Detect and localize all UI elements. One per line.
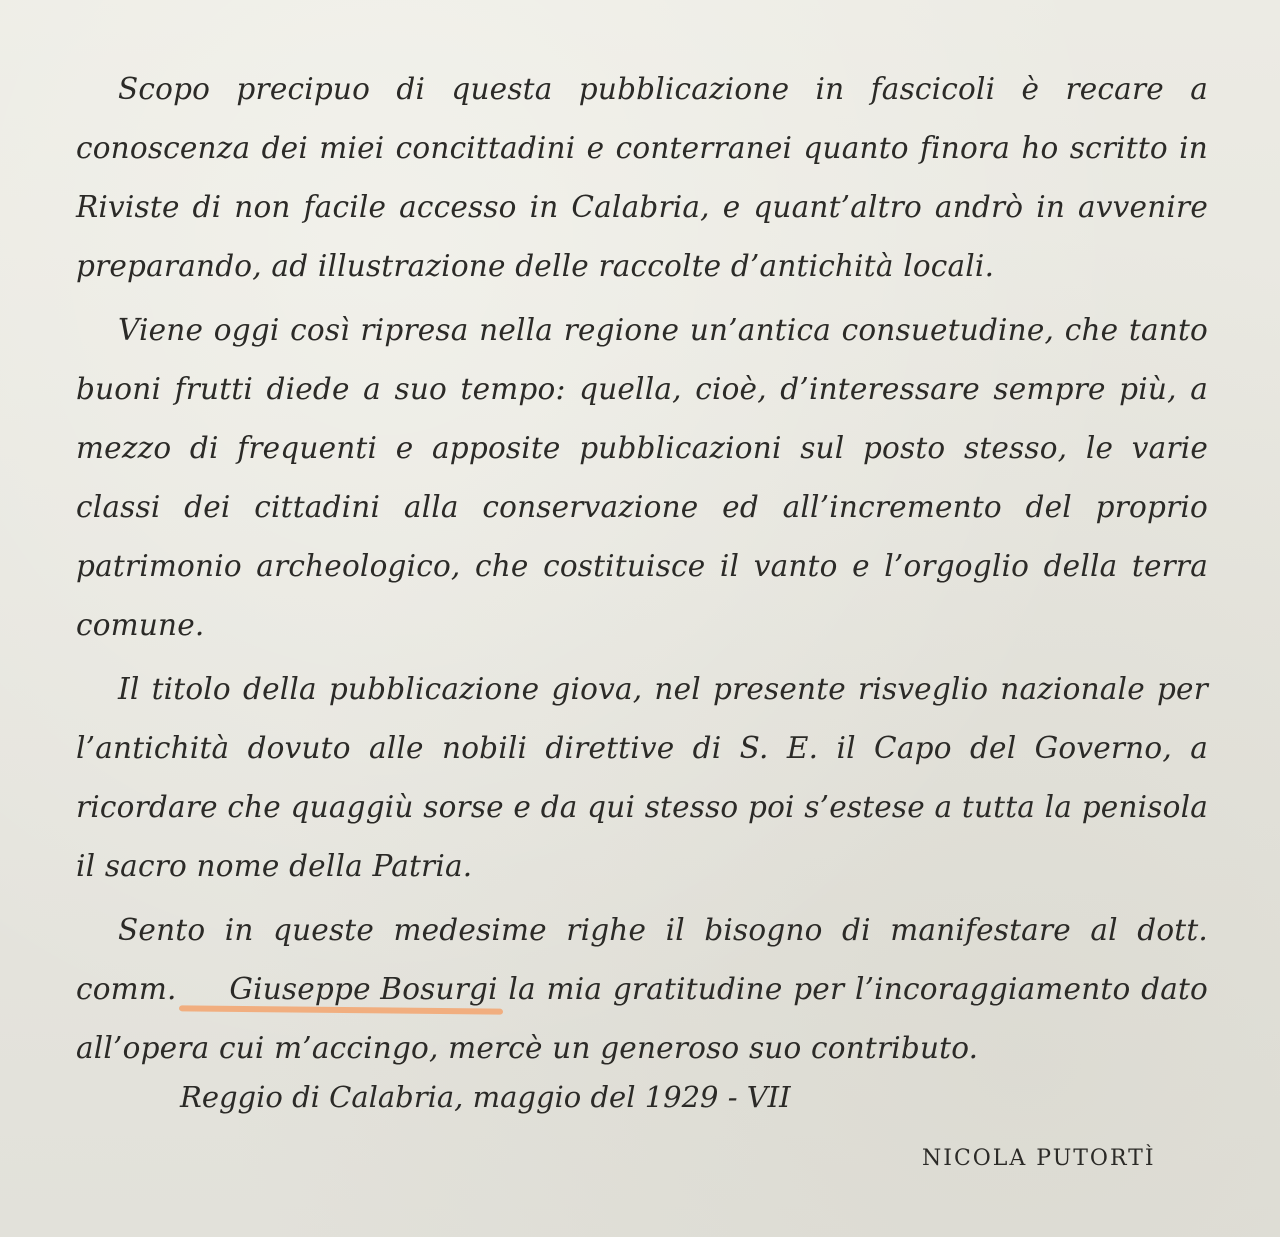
paragraph-purpose: Scopo precipuo di questa pubblicazione in fascicoli è recare a conoscenza dei miei concittadini e conterranei quanto finora ho scritto in Riviste di non facile accesso in Calabria, e quant’altro andrò in avvenire preparando, ad illustrazione delle raccolte d’antichità locali. [76, 72, 1208, 283]
highlighted-name: Giuseppe Bosurgi [187, 960, 497, 1019]
paragraph-tradition: Viene oggi così ripresa nella regione un’antica consuetudine, che tanto buoni frutti diede a suo tempo: quella, cioè, d’interessare sempre più, a mezzo di frequenti e apposite pubblicazioni sul posto stesso, le varie classi dei cittadini alla conservazione ed all’incremento del proprio patrimonio archeologico, che costituisce il vanto e l’orgoglio della terra comune. [76, 313, 1208, 642]
place-and-date: Reggio di Calabria, maggio del 1929 - VII [180, 1080, 791, 1114]
gratitude-text-end: la mia gratitudine per l’incoraggiamento dato all’opera cui m’accingo, mercè un generoso suo contributo. [76, 972, 1209, 1065]
preface-text [76, 60, 1208, 1083]
paragraph-title: Il titolo della pubblicazione giova, nel presente risveglio nazionale per l’antichità dovuto alle nobili direttive di S. E. il Capo del Governo, a ricordare che quaggiù sorse e da qui stesso poi s’estese a tutta la penisola il sacro nome della Patria. [76, 672, 1208, 883]
gratitude-text-start: Sento in queste medesime righe il bisogno di manifestare al dott. comm. [76, 913, 1208, 1006]
author-signature: NICOLA PUTORTÌ [922, 1146, 1156, 1171]
paragraph-gratitude [76, 901, 1208, 1078]
